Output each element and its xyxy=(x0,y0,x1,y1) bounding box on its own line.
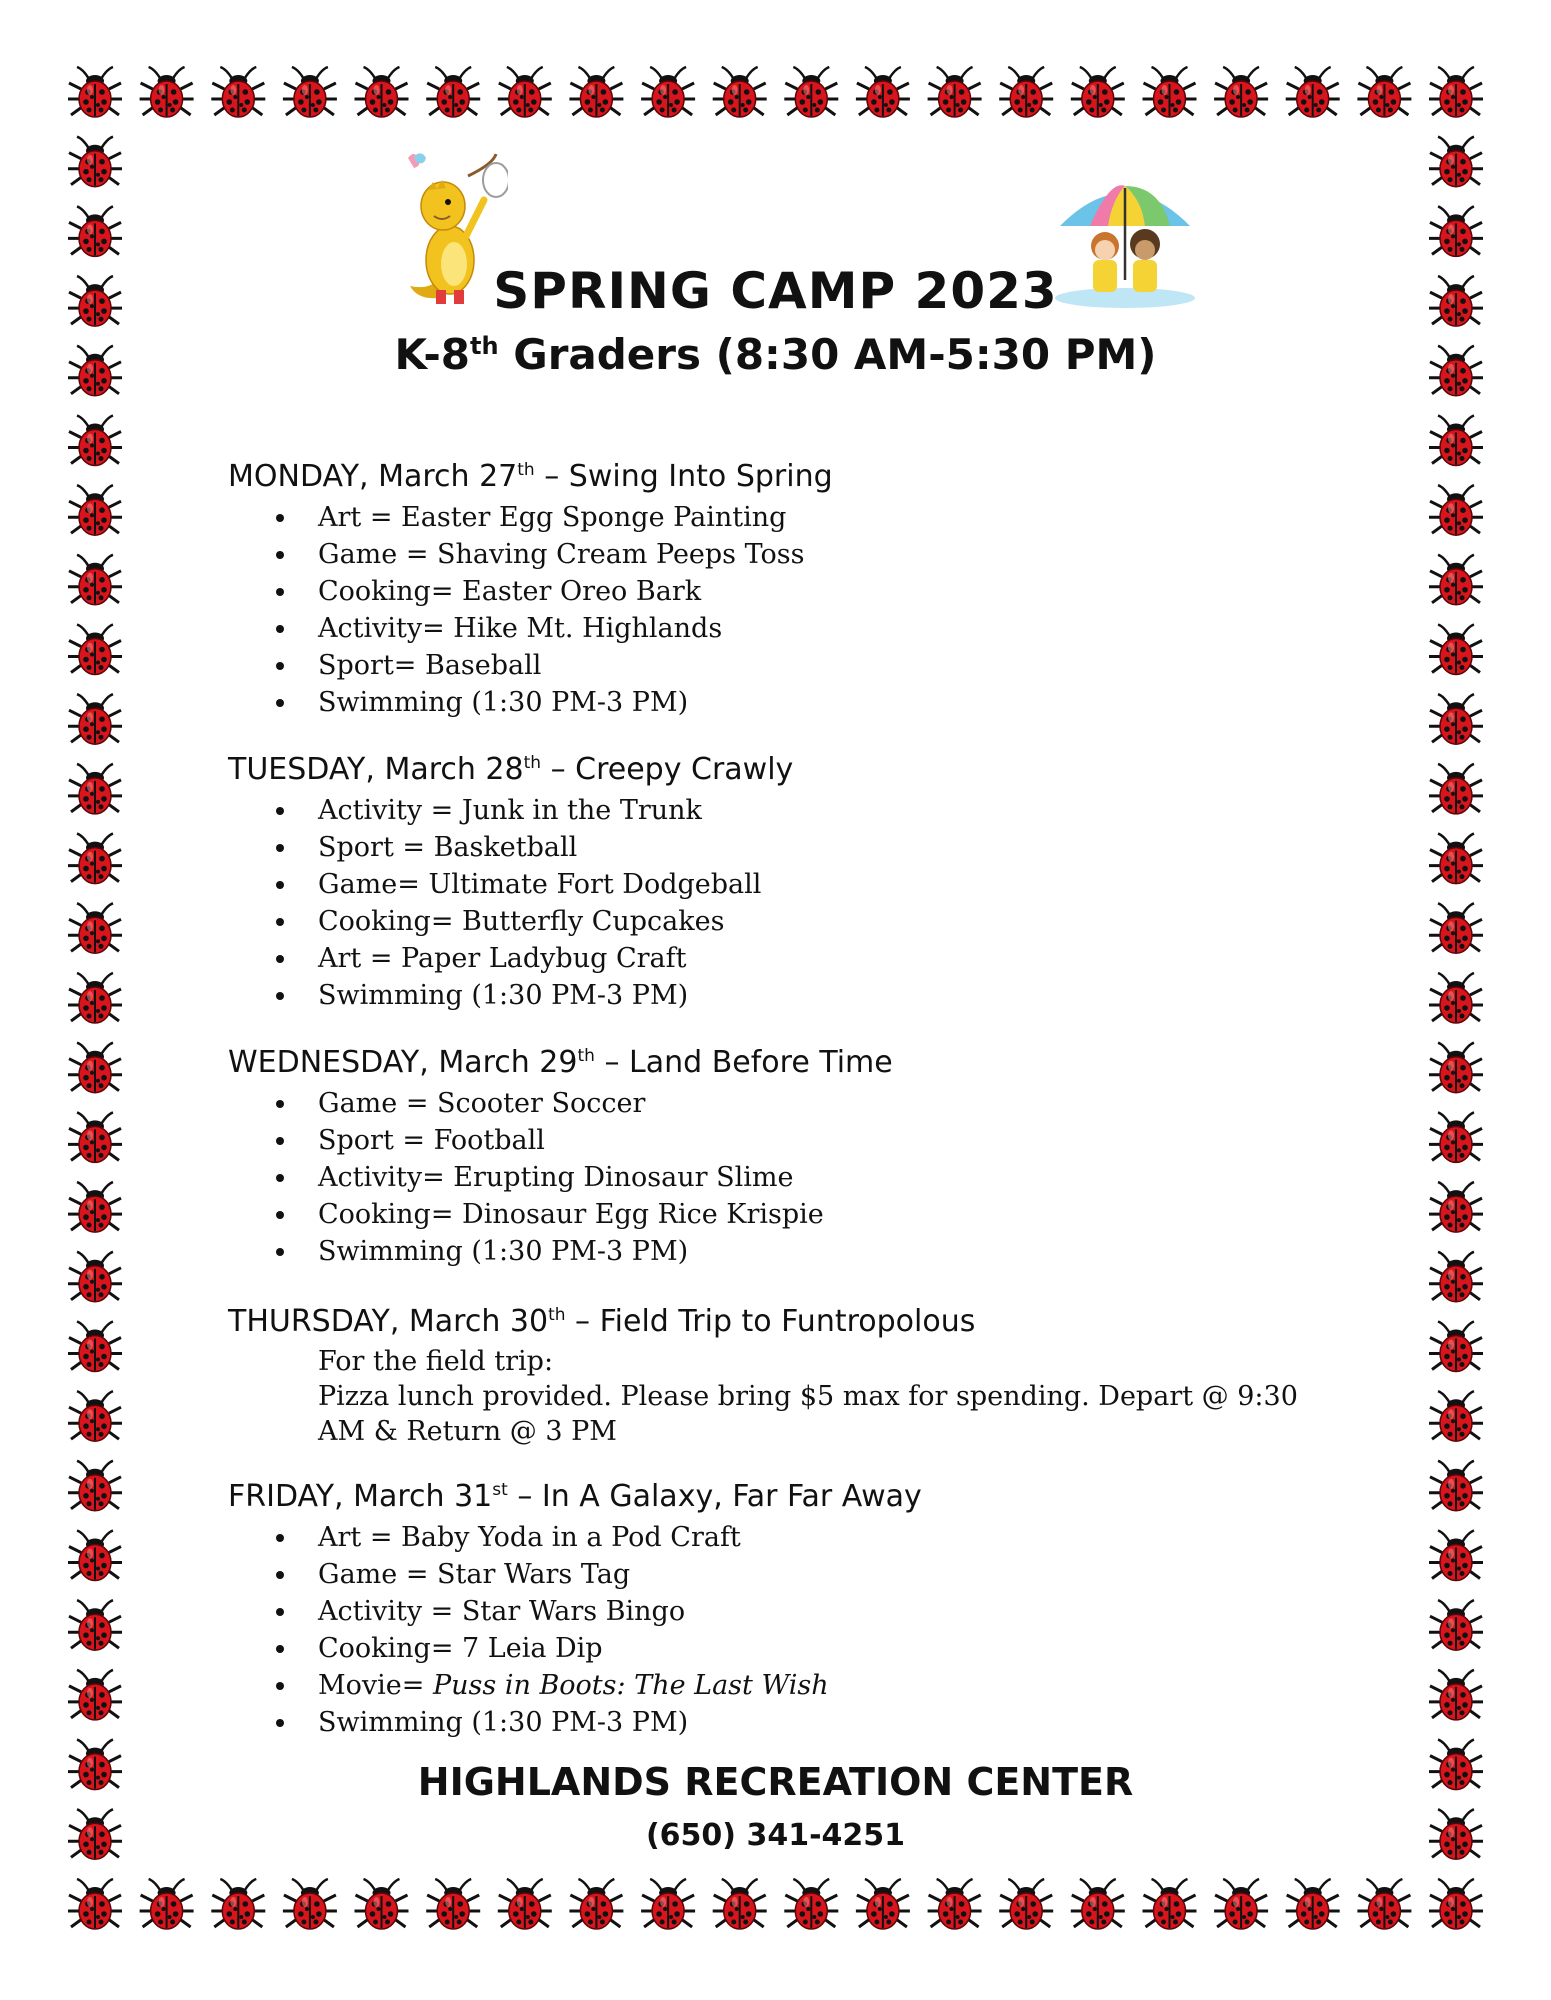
list-item: Swimming (1:30 PM-3 PM) xyxy=(228,684,1338,721)
ladybug-icon xyxy=(1429,625,1483,675)
movie-title: Puss in Boots: The Last Wish xyxy=(432,1670,829,1701)
ladybug-icon xyxy=(1429,903,1483,953)
ladybug-icon xyxy=(68,137,122,187)
ladybug-icon xyxy=(68,764,122,814)
ladybug-icon xyxy=(1429,555,1483,605)
ladybug-icon xyxy=(68,1112,122,1162)
day-heading: THURSDAY, March 30th – Field Trip to Funtropolous xyxy=(228,1304,976,1339)
ladybug-icon xyxy=(1429,1112,1483,1162)
list-item: Swimming (1:30 PM-3 PM) xyxy=(228,1233,1338,1270)
activity-list xyxy=(228,1519,1338,1741)
ladybug-icon xyxy=(140,67,194,117)
ladybug-icon xyxy=(498,1879,552,1929)
ladybug-icon xyxy=(68,903,122,953)
ladybug-icon xyxy=(713,67,767,117)
ladybug-icon xyxy=(68,1322,122,1372)
list-item: Game = Scooter Soccer xyxy=(228,1085,1338,1122)
ladybug-icon xyxy=(68,1461,122,1511)
list-item-movie: Movie= Puss in Boots: The Last Wish xyxy=(228,1667,1338,1704)
day-section-thursday xyxy=(228,1293,1338,1449)
ladybug-icon xyxy=(856,67,910,117)
ladybug-icon xyxy=(68,694,122,744)
ladybug-icon xyxy=(569,67,623,117)
list-item: Sport = Basketball xyxy=(228,829,1338,866)
day-heading: TUESDAY, March 28th – Creepy Crawly xyxy=(228,752,794,787)
ladybug-icon xyxy=(68,973,122,1023)
day-section-monday xyxy=(228,448,1338,721)
ladybug-icon xyxy=(68,555,122,605)
list-item: Art = Easter Egg Sponge Painting xyxy=(228,499,1338,536)
activity-list xyxy=(228,499,1338,721)
ladybug-icon xyxy=(68,416,122,466)
ladybug-icon xyxy=(1214,67,1268,117)
ladybug-icon xyxy=(1429,1322,1483,1372)
ladybug-icon xyxy=(641,1879,695,1929)
ladybug-icon xyxy=(140,1879,194,1929)
ladybug-icon xyxy=(1429,67,1483,117)
ladybug-icon xyxy=(426,1879,480,1929)
field-trip-intro: For the field trip: xyxy=(318,1346,554,1377)
day-section-friday xyxy=(228,1468,1338,1741)
ladybug-icon xyxy=(68,1252,122,1302)
page-subtitle: K-8th Graders (8:30 AM-5:30 PM) xyxy=(394,330,1157,379)
ladybug-icon xyxy=(68,1182,122,1232)
ladybug-icon xyxy=(999,1879,1053,1929)
list-item: Art = Baby Yoda in a Pod Craft xyxy=(228,1519,1338,1556)
ladybug-icon xyxy=(68,67,122,117)
ladybug-icon xyxy=(1071,1879,1125,1929)
ladybug-icon xyxy=(999,67,1053,117)
ladybug-icon xyxy=(784,1879,838,1929)
list-item: Cooking= Easter Oreo Bark xyxy=(228,573,1338,610)
ladybug-icon xyxy=(1286,67,1340,117)
ladybug-icon xyxy=(1429,1391,1483,1441)
ladybug-icon xyxy=(1071,67,1125,117)
ladybug-icon xyxy=(1143,1879,1197,1929)
ladybug-icon xyxy=(1429,1670,1483,1720)
day-heading: FRIDAY, March 31st – In A Galaxy, Far Far Away xyxy=(228,1479,922,1514)
ladybug-icon xyxy=(569,1879,623,1929)
list-item: Activity = Star Wars Bingo xyxy=(228,1593,1338,1630)
ladybug-icon xyxy=(1429,973,1483,1023)
list-item: Cooking= Butterfly Cupcakes xyxy=(228,903,1338,940)
ladybug-icon xyxy=(283,1879,337,1929)
ladybug-icon xyxy=(1429,1531,1483,1581)
ladybug-icon xyxy=(1429,834,1483,884)
activity-list xyxy=(228,1085,1338,1270)
ladybug-icon xyxy=(1429,764,1483,814)
ladybug-icon xyxy=(211,1879,265,1929)
list-item: Sport= Baseball xyxy=(228,647,1338,684)
list-item: Activity= Hike Mt. Highlands xyxy=(228,610,1338,647)
ladybug-icon xyxy=(283,67,337,117)
ladybug-icon xyxy=(355,67,409,117)
ladybug-icon xyxy=(68,1391,122,1441)
ladybug-icon xyxy=(211,67,265,117)
list-item: Swimming (1:30 PM-3 PM) xyxy=(228,1704,1338,1741)
ladybug-icon xyxy=(498,67,552,117)
list-item: Sport = Football xyxy=(228,1122,1338,1159)
ladybug-icon xyxy=(426,67,480,117)
ladybug-icon xyxy=(68,1600,122,1650)
ladybug-icon xyxy=(68,1670,122,1720)
list-item: Art = Paper Ladybug Craft xyxy=(228,940,1338,977)
list-item: Cooking= Dinosaur Egg Rice Krispie xyxy=(228,1196,1338,1233)
list-item: Activity= Erupting Dinosaur Slime xyxy=(228,1159,1338,1196)
day-heading: WEDNESDAY, March 29th – Land Before Time xyxy=(228,1045,893,1080)
page-title: SPRING CAMP 2023 xyxy=(493,262,1058,320)
ladybug-icon xyxy=(1429,694,1483,744)
field-trip-details: Pizza lunch provided. Please bring $5 max for spending. Depart @ 9:30 AM & Return @ 3 PM xyxy=(318,1381,1298,1447)
day-section-tuesday xyxy=(228,741,1338,1014)
ladybug-icon xyxy=(928,67,982,117)
ladybug-icon xyxy=(355,1879,409,1929)
ladybug-icon xyxy=(1214,1879,1268,1929)
list-item: Activity = Junk in the Trunk xyxy=(228,792,1338,829)
ladybug-icon xyxy=(1286,1879,1340,1929)
ladybug-icon xyxy=(1429,1252,1483,1302)
list-item: Game = Star Wars Tag xyxy=(228,1556,1338,1593)
ladybug-icon xyxy=(856,1879,910,1929)
ladybug-icon xyxy=(1429,1461,1483,1511)
ladybug-icon xyxy=(68,1531,122,1581)
list-item: Game= Ultimate Fort Dodgeball xyxy=(228,866,1338,903)
ladybug-icon xyxy=(928,1879,982,1929)
ladybug-icon xyxy=(1357,67,1411,117)
ladybug-icon xyxy=(1429,1182,1483,1232)
ladybug-icon xyxy=(1429,1879,1483,1929)
ladybug-icon xyxy=(1357,1879,1411,1929)
ladybug-icon xyxy=(1429,206,1483,256)
footer-center-name: HIGHLANDS RECREATION CENTER xyxy=(417,1760,1134,1804)
ladybug-icon xyxy=(1143,67,1197,117)
ladybug-icon xyxy=(68,1043,122,1093)
ladybug-icon xyxy=(641,67,695,117)
ladybug-icon xyxy=(68,625,122,675)
ladybug-icon xyxy=(1429,416,1483,466)
ladybug-icon xyxy=(68,485,122,535)
activity-list xyxy=(228,792,1338,1014)
ladybug-icon xyxy=(1429,137,1483,187)
ladybug-icon xyxy=(68,206,122,256)
list-item: Cooking= 7 Leia Dip xyxy=(228,1630,1338,1667)
ladybug-icon xyxy=(68,834,122,884)
ladybug-icon xyxy=(68,1879,122,1929)
list-item: Game = Shaving Cream Peeps Toss xyxy=(228,536,1338,573)
footer-phone: (650) 341-4251 xyxy=(645,1818,906,1853)
ladybug-icon xyxy=(1429,1043,1483,1093)
list-item: Swimming (1:30 PM-3 PM) xyxy=(228,977,1338,1014)
day-heading: MONDAY, March 27th – Swing Into Spring xyxy=(228,459,833,494)
ladybug-icon xyxy=(784,67,838,117)
ladybug-icon xyxy=(713,1879,767,1929)
day-section-wednesday xyxy=(228,1034,1338,1270)
ladybug-icon xyxy=(1429,485,1483,535)
ladybug-icon xyxy=(1429,1600,1483,1650)
